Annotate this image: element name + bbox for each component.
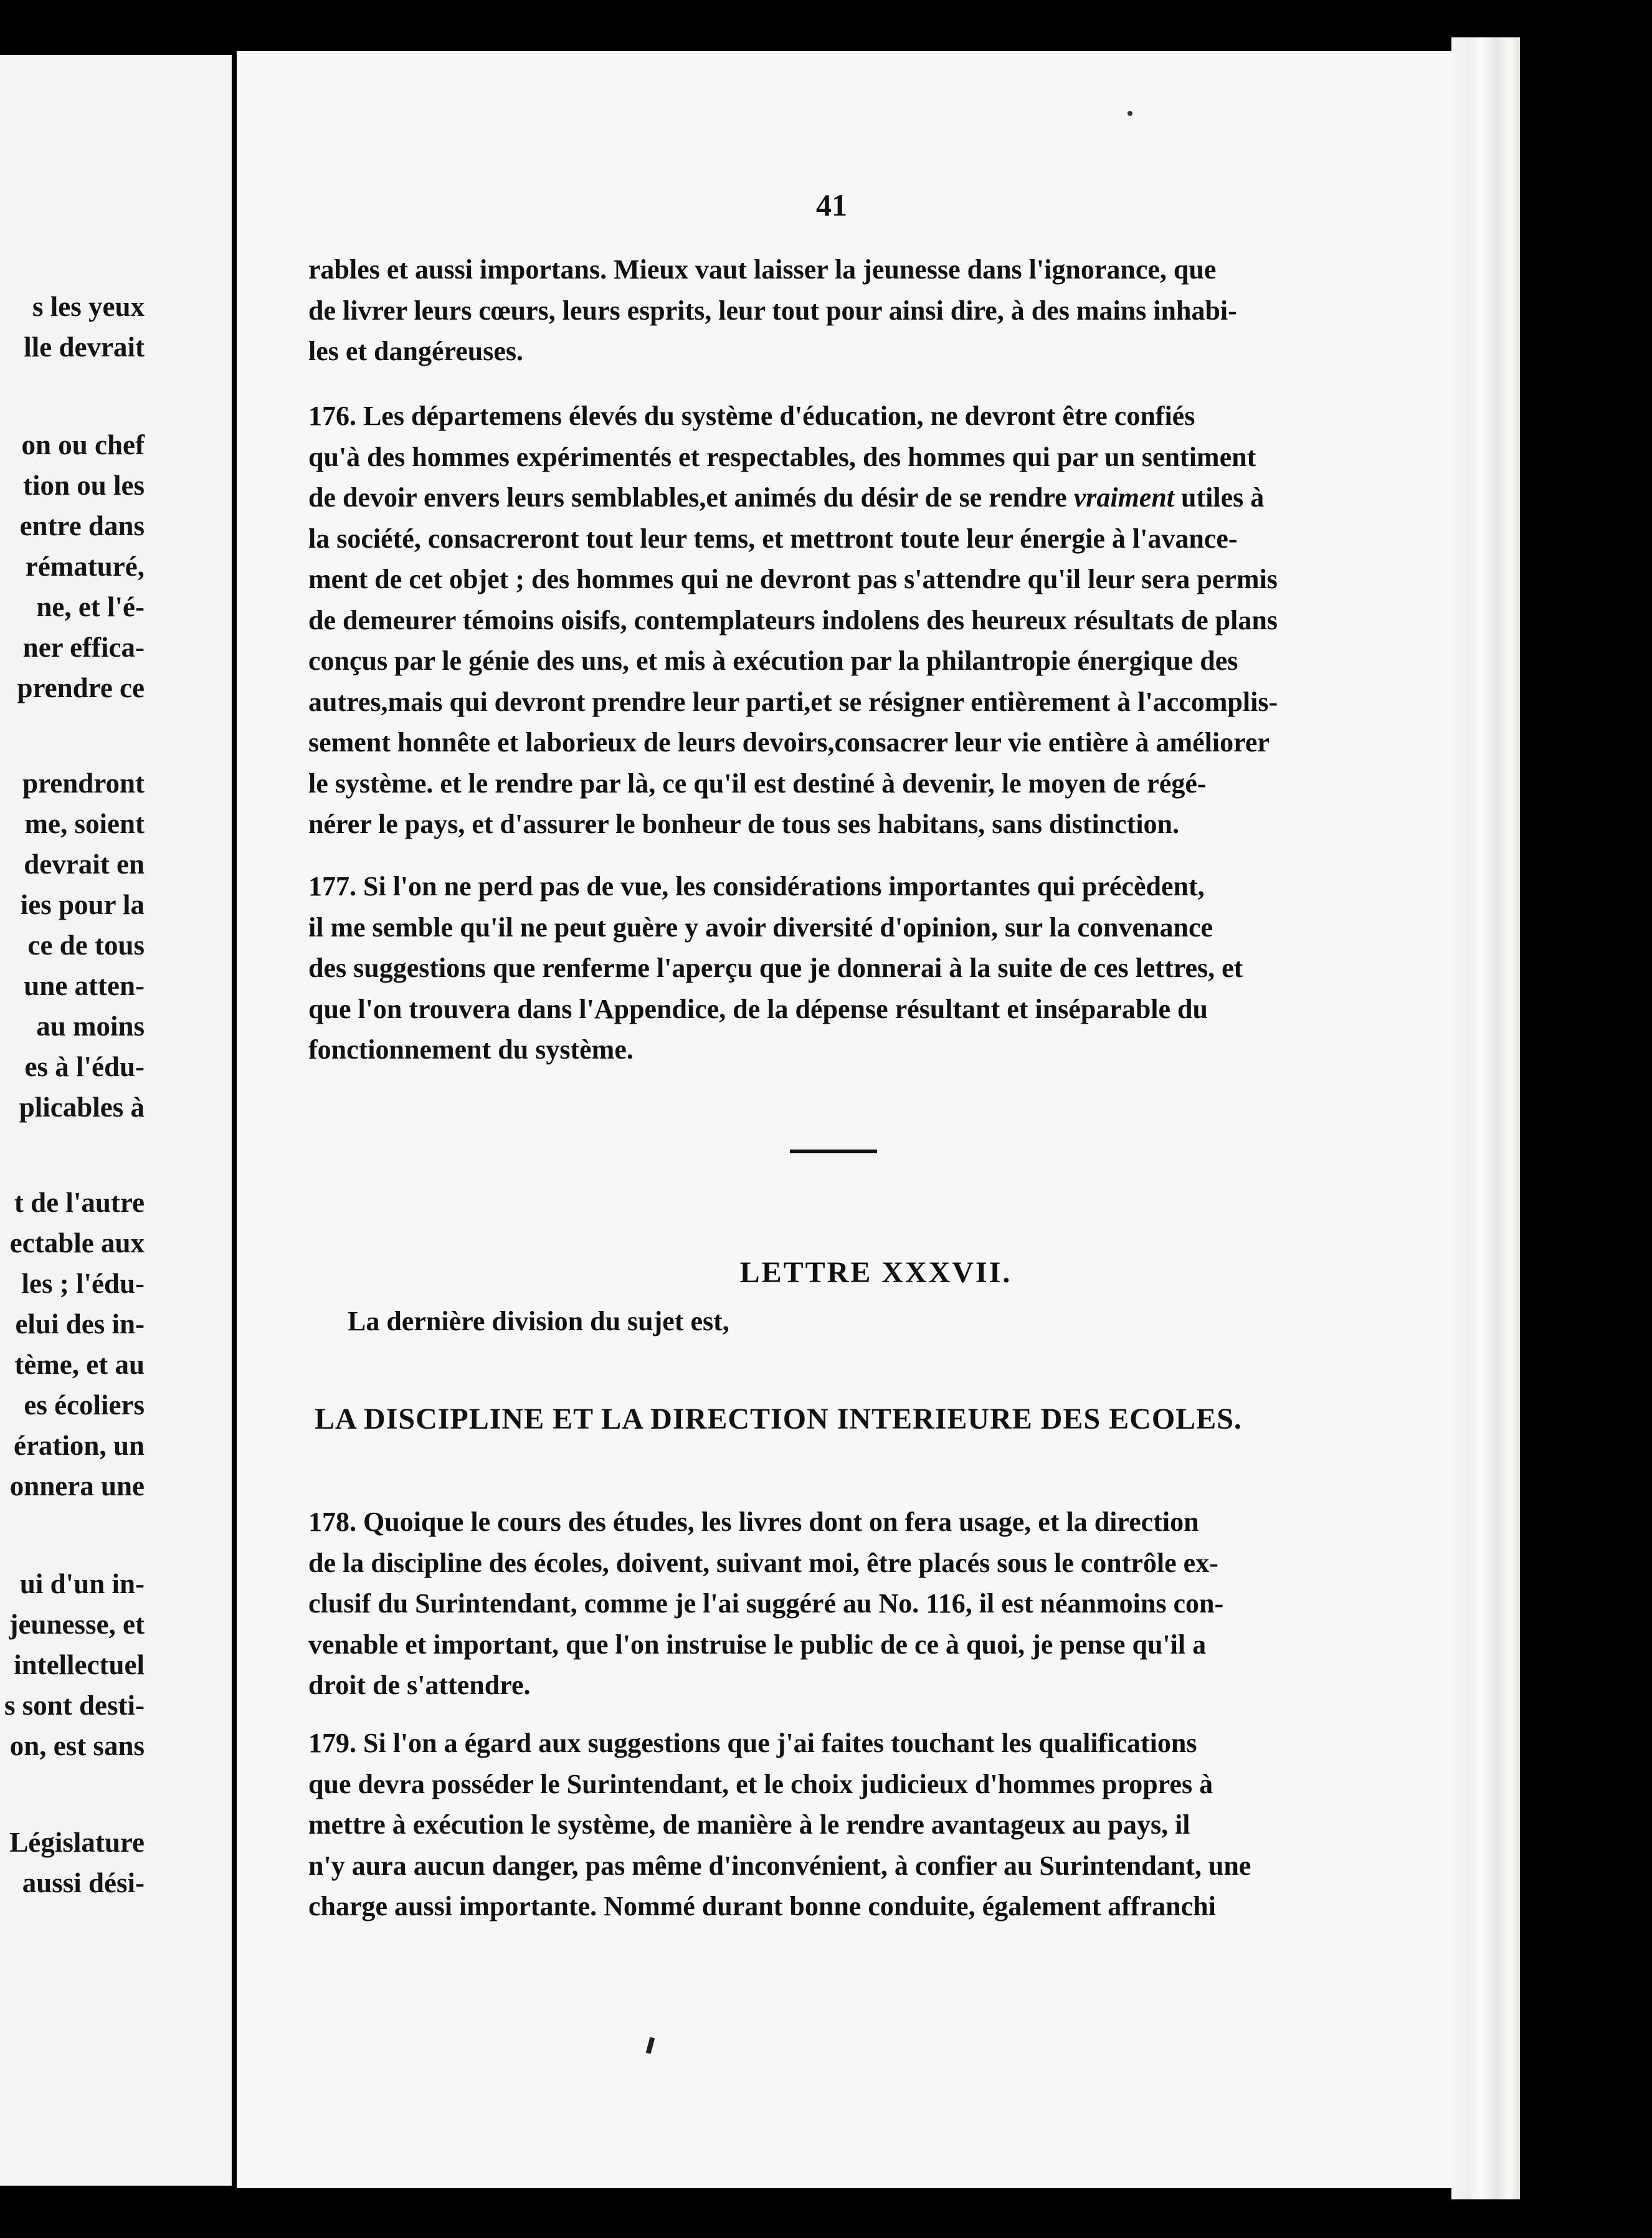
left-page-line: me, soient <box>24 808 145 839</box>
left-page-line: ui d'un in- <box>19 1568 145 1599</box>
left-page-line: ne, et l'é- <box>36 591 145 622</box>
left-page-line: ectable aux <box>9 1227 145 1259</box>
left-page-line: tion ou les <box>22 470 145 501</box>
left-page-line: on, est sans <box>9 1730 145 1761</box>
left-page-line: ération, un <box>13 1430 145 1461</box>
paragraph-continuation <box>308 249 1342 372</box>
paragraph-179 <box>308 1723 1342 1927</box>
left-page-line: onnera une <box>9 1470 145 1502</box>
section-divider <box>790 1150 877 1153</box>
ink-mark <box>1127 111 1132 116</box>
paragraph-text: 176. Les départemens élevés du système d'éducation, ne devront être confiés qu'à des hommes expérimentés et respectables, des hommes qui par un sentiment de devoir envers leurs semblables,et animés du désir de se rendre vraiment utiles à la société, consacreront tout leur tems, et mettront toute leur énergie à l'avance- ment de cet objet ; des hommes qui ne devront pas s'attendre qu'il leur sera permis de demeurer témoins oisifs, contemplateurs indolens des heureux résultats de plans conçus par le génie des uns, et mis à exécution par la philantropie énergique des autres,mais qui devront prendre leur parti,et se résigner entièrement à l'accomplis- sement honnête et laborieux de leurs devoirs,consacrer leur vie entière à améliorer le système. et le rendre par là, ce qu'il est destiné à devenir, le moyen de régé- nérer le pays, et d'assurer le bonheur de tous ses habitans, sans distinction. <box>308 401 1278 839</box>
left-page <box>0 55 232 2186</box>
left-page-line: lle devrait <box>24 331 145 363</box>
page-number: 41 <box>816 188 847 222</box>
left-page-line: on ou chef <box>21 429 145 460</box>
left-page-line: devrait en <box>24 849 145 880</box>
paragraph-176 <box>308 396 1342 845</box>
left-page-line: ce de tous <box>27 930 145 961</box>
left-page-line: intellectuel <box>14 1649 145 1680</box>
left-page-line: jeunesse, et <box>9 1609 145 1640</box>
left-page-line: es écoliers <box>24 1389 145 1421</box>
left-page-line: Législature <box>9 1827 145 1858</box>
left-page-line: une atten- <box>24 970 145 1001</box>
left-page-line: elui des in- <box>15 1308 145 1340</box>
paragraph-177 <box>308 866 1342 1070</box>
left-page-line: plicables à <box>19 1092 145 1123</box>
left-page-line: les ; l'édu- <box>21 1268 145 1299</box>
paragraph-text: 179. Si l'on a égard aux suggestions que j'ai faites touchant les qualifications que devra posséder le Surintendant, et le choix judicieux d'hommes propres à mettre à exécution le système, de manière à le rendre avantageux au pays, il n'y aura aucun danger, pas même d'inconvénient, à confier au Surintendant, une charge aussi importante. Nommé durant bonne conduite, également affranchi <box>308 1728 1251 1921</box>
left-page-line: ner effica- <box>22 632 145 663</box>
intro-line: La dernière division du sujet est, <box>348 1306 729 1336</box>
left-page-line: rématuré, <box>25 551 145 582</box>
left-page-line: es à l'édu- <box>24 1051 145 1082</box>
left-page-line: ies pour la <box>20 889 145 920</box>
left-page-line: entre dans <box>19 510 145 541</box>
left-page-line: au moins <box>36 1011 145 1042</box>
page-edge <box>1451 37 1520 2199</box>
section-heading: LA DISCIPLINE ET LA DIRECTION INTERIEURE DES ECOLES. <box>315 1402 1242 1436</box>
paragraph-text: rables et aussi importans. Mieux vaut laisser la jeunesse dans l'ignorance, que de livrer leurs cœurs, leurs esprits, leur tout pour ainsi dire, à des mains inhabi- les et dangéreuses. <box>308 254 1237 366</box>
letter-title: LETTRE XXXVII. <box>739 1256 1012 1289</box>
paragraph-178 <box>308 1502 1342 1706</box>
left-page-line: prendront <box>22 768 145 799</box>
left-page-line: tème, et au <box>14 1349 145 1380</box>
left-page-line: s sont desti- <box>4 1690 145 1721</box>
left-page-line: prendre ce <box>17 672 145 703</box>
paragraph-text: 177. Si l'on ne perd pas de vue, les considérations importantes qui précèdent, il me semble qu'il ne peut guère y avoir diversité d'opinion, sur la convenance des suggestions que renferme l'aperçu que je donnerai à la suite de ces lettres, et que l'on trouvera dans l'Appendice, de la dépense résultant et inséparable du fonctionnement du système. <box>308 871 1243 1065</box>
paragraph-text: 178. Quoique le cours des études, les livres dont on fera usage, et la direction de la discipline des écoles, doivent, suivant moi, être placés sous le contrôle ex- clusif du Surintendant, comme je l'ai suggéré au No. 116, il est néanmoins con- venable et important, que l'on instruise le public de ce à quoi, je pense qu'il a droit de s'attendre. <box>308 1507 1224 1700</box>
left-page-line: s les yeux <box>32 291 145 322</box>
left-page-line: aussi dési- <box>22 1867 145 1898</box>
left-page-line: t de l'autre <box>14 1187 145 1218</box>
